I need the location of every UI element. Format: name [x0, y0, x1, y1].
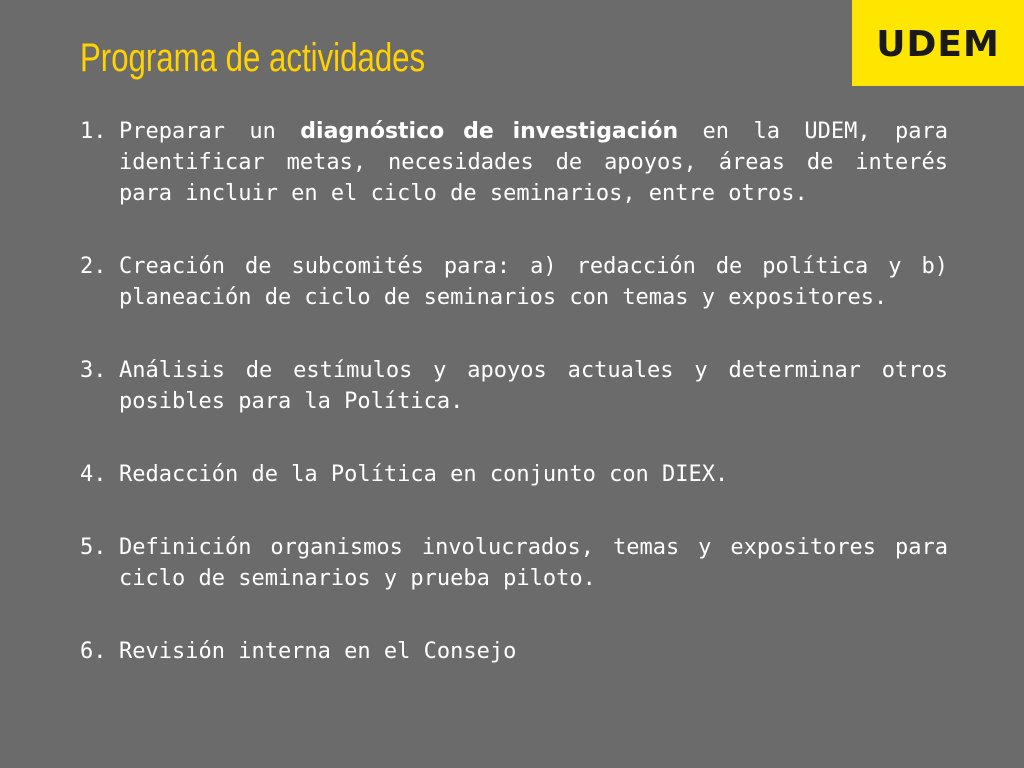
activity-number: 5. [80, 535, 107, 560]
activity-item-5 [80, 532, 948, 594]
activity-text: Revisión interna en el Consejo [119, 639, 517, 664]
udem-logo [852, 0, 1024, 86]
slide-title: Programa de actividades [80, 36, 426, 80]
activity-text: Análisis de estímulos y apoyos actuales y determinar otros posibles para la Política. [119, 358, 948, 414]
activity-text: Definición organismos involucrados, temas y expositores para ciclo de seminarios y prueba piloto. [119, 535, 948, 591]
activity-number: 2. [80, 254, 107, 279]
activity-item-1 [80, 116, 948, 209]
activity-list [80, 116, 948, 667]
activity-item-4 [80, 459, 948, 490]
activity-emphasis: diagnóstico de investigación [300, 119, 679, 144]
activity-number: 4. [80, 462, 107, 487]
activity-text-part: Preparar un [119, 119, 301, 144]
activity-number: 6. [80, 639, 107, 664]
activity-item-3 [80, 355, 948, 417]
activity-number: 1. [80, 119, 107, 144]
activity-number: 3. [80, 358, 107, 383]
activity-item-2 [80, 251, 948, 313]
udem-logo-text: UDEM [876, 23, 1000, 65]
activity-text: Redacción de la Política en conjunto con DIEX. [119, 462, 729, 487]
activity-text: Creación de subcomités para: a) redacción de política y b) planeación de ciclo de seminarios con temas y expositores. [119, 254, 948, 310]
activity-item-6 [80, 636, 948, 667]
activity-text [119, 116, 948, 209]
activity-text-part: en la UDEM, para identificar metas, necesidades de apoyos, áreas de interés para incluir en el ciclo de seminarios, entre otros. [119, 119, 948, 206]
